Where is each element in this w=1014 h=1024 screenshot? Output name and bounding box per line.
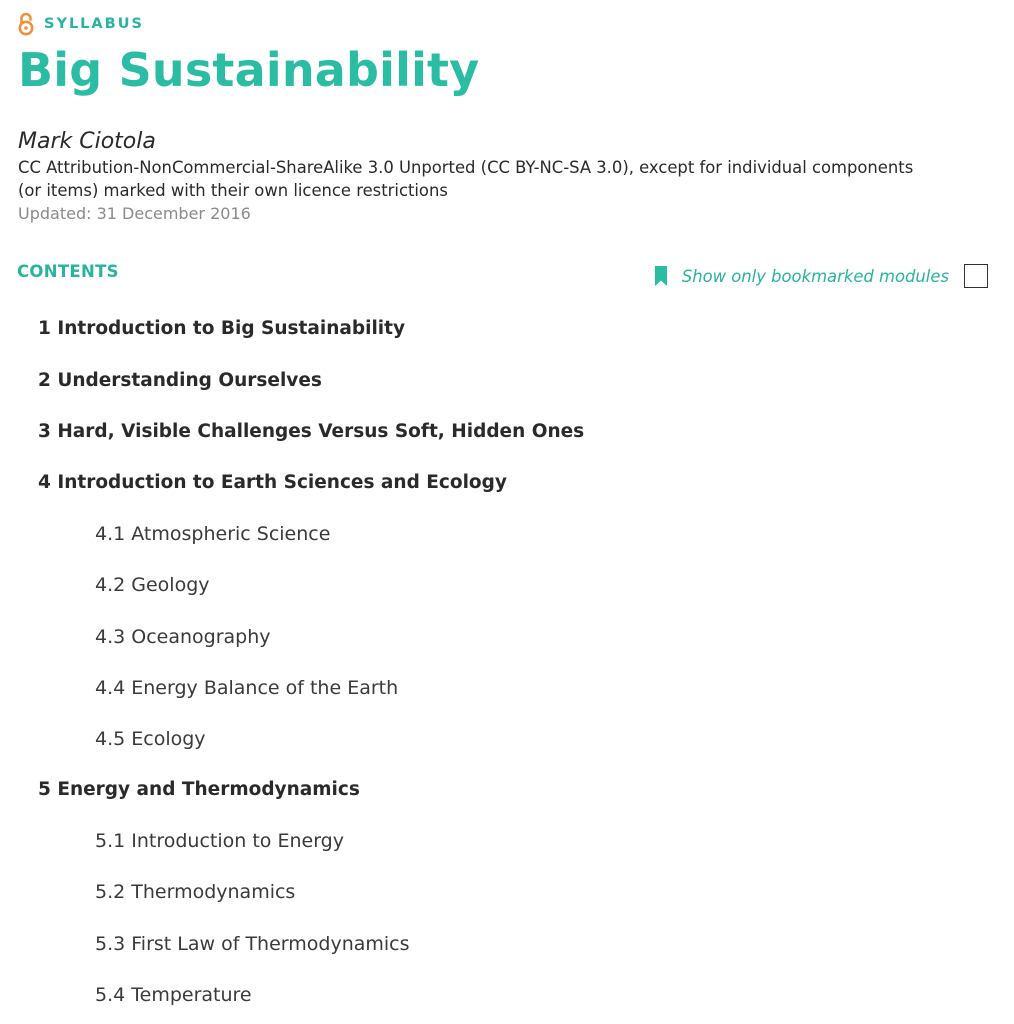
toc-section-5-3[interactable]: 5.3 First Law of Thermodynamics — [95, 933, 410, 955]
contents-heading: CONTENTS — [17, 262, 119, 281]
author-name: Mark Ciotola — [18, 129, 156, 154]
toc-module-3[interactable]: 3 Hard, Visible Challenges Versus Soft, Hidden Ones — [38, 421, 585, 442]
toc-module-1[interactable]: 1 Introduction to Big Sustainability — [38, 318, 406, 339]
toc-section-4-4[interactable]: 4.4 Energy Balance of the Earth — [95, 677, 399, 699]
toc-section-5-4[interactable]: 5.4 Temperature — [95, 984, 252, 1006]
page-title: Big Sustainability — [18, 43, 480, 97]
toc-section-4-5[interactable]: 4.5 Ecology — [95, 728, 206, 750]
toc-section-4-1[interactable]: 4.1 Atmospheric Science — [95, 523, 331, 545]
kicker-label: SYLLABUS — [44, 16, 144, 32]
toc-module-5[interactable]: 5 Energy and Thermodynamics — [38, 779, 360, 800]
toc-section-5-1[interactable]: 5.1 Introduction to Energy — [95, 830, 344, 852]
updated-date: Updated: 31 December 2016 — [18, 204, 251, 223]
toc-section-4-2[interactable]: 4.2 Geology — [95, 574, 210, 596]
bookmark-filter-label: Show only bookmarked modules — [681, 266, 949, 286]
toc-section-4-3[interactable]: 4.3 Oceanography — [95, 626, 271, 648]
toc-module-4[interactable]: 4 Introduction to Earth Sciences and Ecology — [38, 472, 507, 493]
license-text: CC Attribution-NonCommercial-ShareAlike 3.0 Unported (CC BY-NC-SA 3.0), except for individual components (or items) marked with their own licence restrictions — [18, 158, 914, 200]
toc-module-2[interactable]: 2 Understanding Ourselves — [38, 370, 322, 391]
toc-section-5-2[interactable]: 5.2 Thermodynamics — [95, 881, 296, 903]
